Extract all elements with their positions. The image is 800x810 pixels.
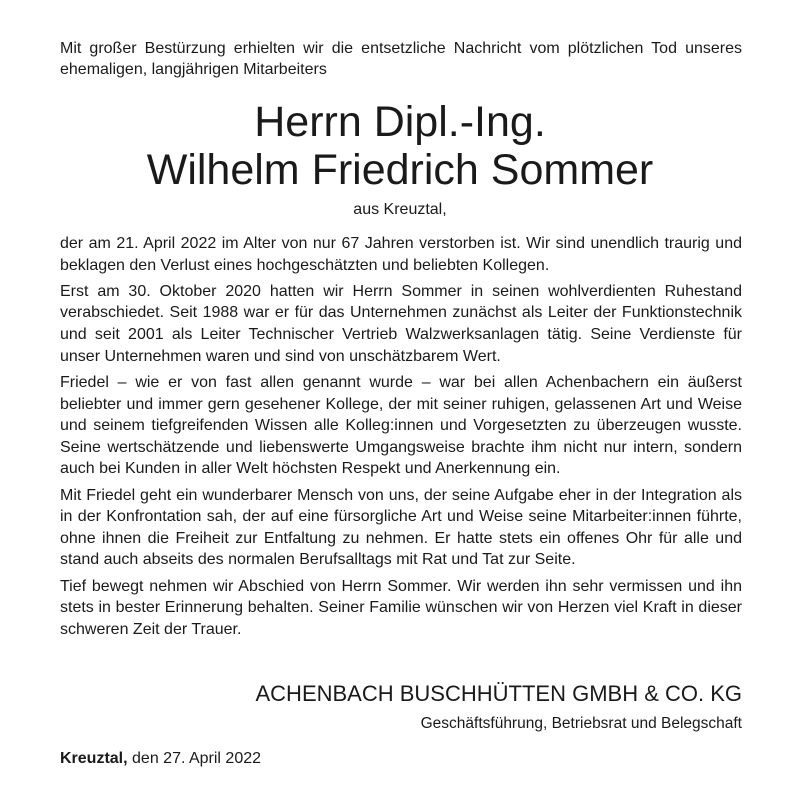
dateline: [60, 749, 261, 769]
dateline-date: den 27. April 2022: [127, 750, 262, 767]
deceased-name: Wilhelm Friedrich Sommer: [146, 146, 654, 194]
body-paragraph: Friedel – wie er von fast allen genannt wurde – war bei allen Achenbachern ein äußerst beliebter und immer gern gesehener Kollege, der mit seiner ruhigen, gelassenen Art und Weise und seinem tiefgreifenden Wissen alle Kolleg:innen und Vorgesetzten zu überzeugen wusste. Seine wertschätzende und liebenswerte Umgangsweise brachte ihm nicht nur intern, sondern auch bei Kunden in aller Welt höchsten Respekt und Anerkennung ein.: [60, 373, 742, 478]
deceased-origin: aus Kreuztal,: [353, 201, 447, 218]
body-paragraph: der am 21. April 2022 im Alter von nur 67 Jahren verstorben ist. Wir sind unendlich traurig und beklagen den Verlust eines hochgeschätzten und beliebten Kollegen.: [60, 235, 742, 274]
body-paragraph: Mit Friedel geht ein wunderbarer Mensch von uns, der seine Aufgabe eher in der Integration als in der Konfrontation sah, der auf eine fürsorgliche Art und Weise seine Mitarbeiter:innen führte, ohne ihnen die Freiheit zur Entfaltung zu nehmen. Er hatte stets ein offenes Ohr für alle und stand auch abseits des normalen Berufsalltags mit Rat und Tat zur Seite.: [60, 486, 742, 569]
dateline-place: Kreuztal,: [60, 750, 128, 767]
company-departments: Geschäftsführung, Betriebsrat und Belegschaft: [420, 715, 742, 732]
obituary-body: [60, 233, 742, 645]
body-paragraph: Erst am 30. Oktober 2020 hatten wir Herrn Sommer in seinen wohlverdienten Ruhestand verabschiedet. Seit 1988 war er für das Unternehmen zunächst als Leiter der Funktionstechnik und seit 2001 als Leiter Technischer Vertrieb Walzwerksanlagen tätig. Seine Verdienste für unser Unternehmen waren und sind von unschätzbarem Wert.: [60, 282, 742, 365]
deceased-title: Herrn Dipl.-Ing.: [254, 98, 546, 146]
company-name: ACHENBACH BUSCHHÜTTEN GMBH & CO. KG: [255, 681, 742, 706]
body-paragraph: Tief bewegt nehmen wir Abschied von Herrn Sommer. Wir werden ihn sehr vermissen und ihn stets in bester Erinnerung behalten. Seiner Familie wünschen wir von Herzen viel Kraft in dieser schweren Zeit der Trauer.: [60, 577, 742, 638]
intro-text: Mit großer Bestürzung erhielten wir die entsetzliche Nachricht vom plötzlichen Tod unseres ehemaligen, langjährigen Mitarbeiters: [60, 40, 742, 78]
deceased-name-block: [0, 98, 800, 194]
